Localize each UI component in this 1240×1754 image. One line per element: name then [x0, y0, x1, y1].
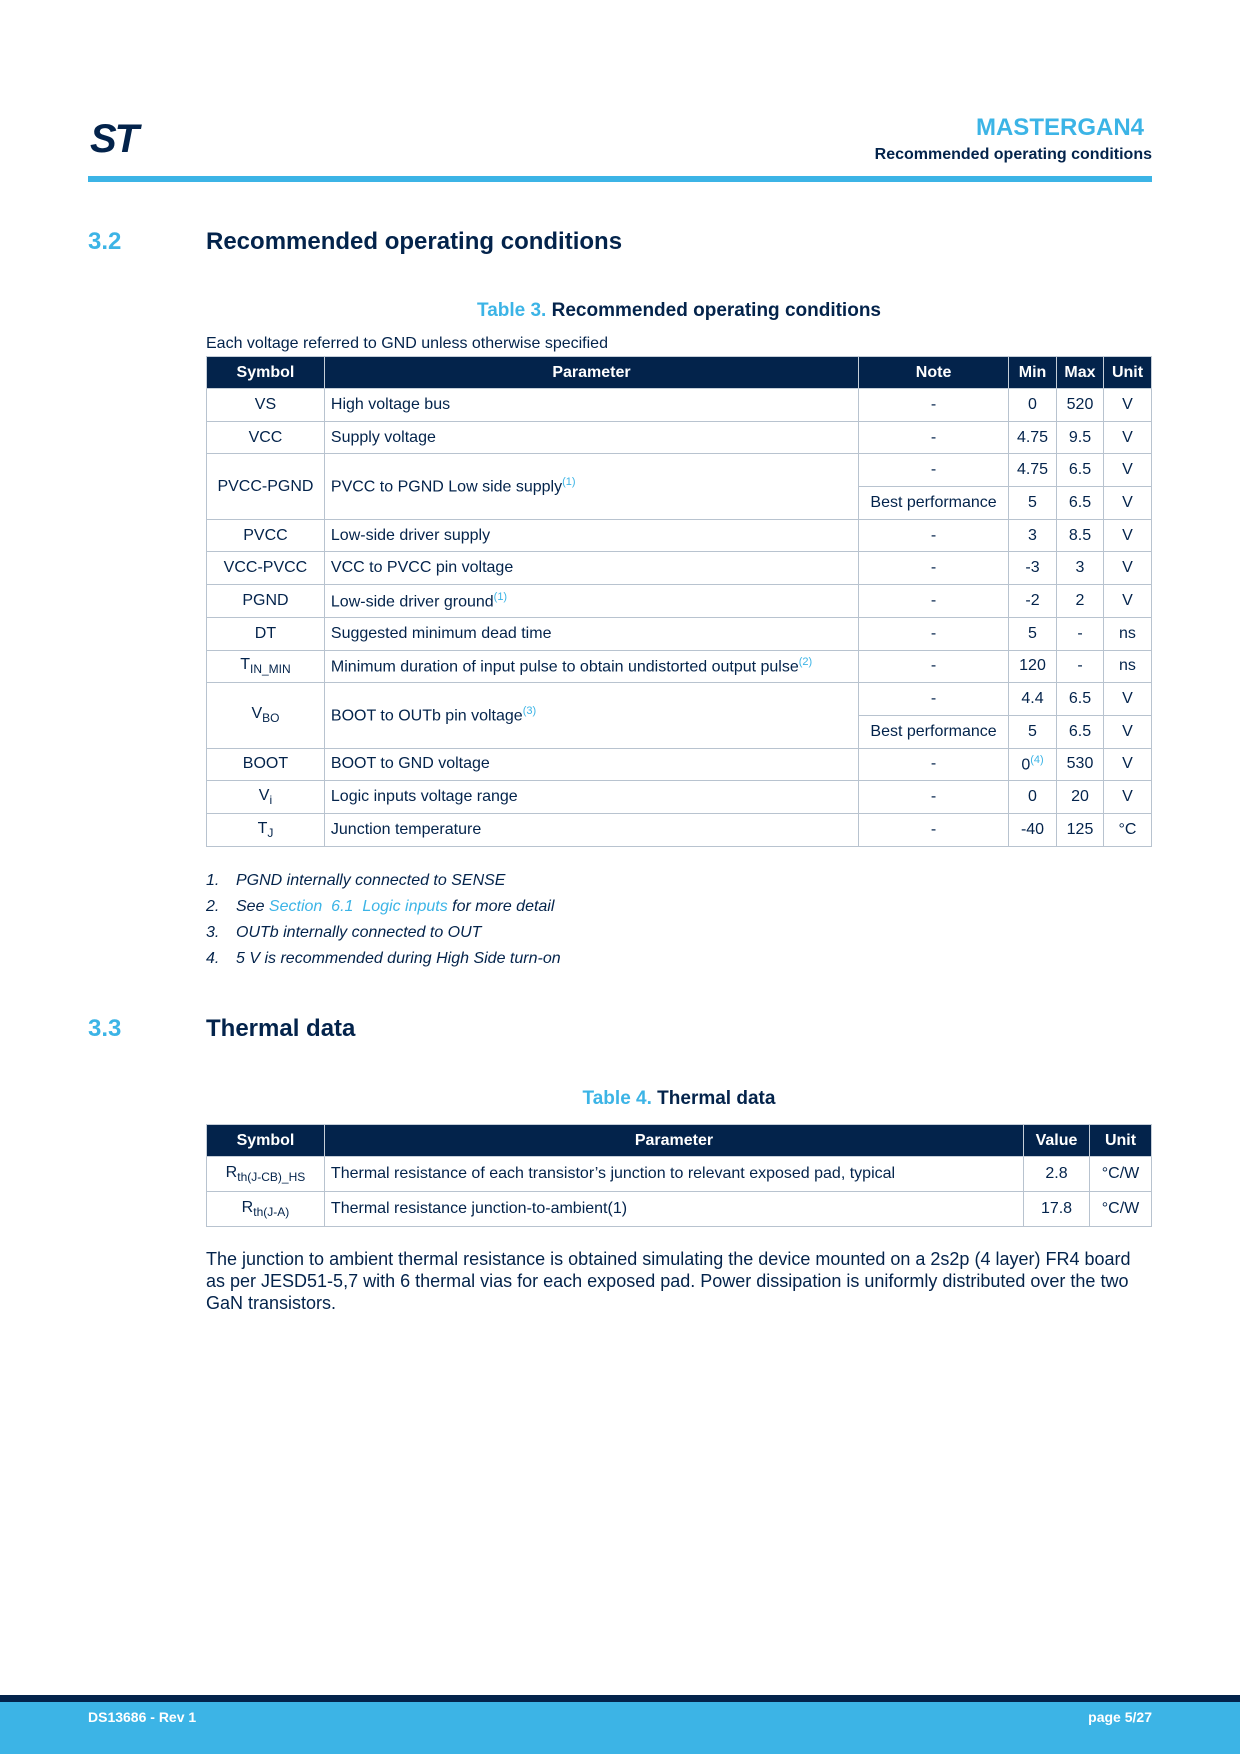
- table-footnotes: [206, 870, 561, 974]
- cell-symbol: VCC-PVCC: [207, 552, 325, 585]
- cell-parameter: Suggested minimum dead time: [324, 617, 858, 650]
- table-caption-label: Table 4.: [582, 1088, 652, 1109]
- cell-max: 9.5: [1057, 421, 1104, 454]
- cell-unit: V: [1103, 748, 1151, 781]
- cell-parameter: Low-side driver supply: [324, 519, 858, 552]
- symbol-main: V: [251, 705, 263, 723]
- footer-doc-id: DS13686 - Rev 1: [88, 1709, 197, 1725]
- table-row: [207, 1157, 1152, 1192]
- table-header-row: [207, 357, 1152, 389]
- cell-note: -: [859, 748, 1009, 781]
- cell-symbol: [207, 781, 325, 814]
- cell-parameter: [324, 650, 858, 683]
- cell-unit: °C: [1103, 813, 1151, 846]
- cell-unit: V: [1103, 454, 1151, 487]
- cell-parameter: Thermal resistance junction-to-ambient(1): [324, 1192, 1023, 1227]
- table-caption: [206, 1088, 1152, 1110]
- footnote: [206, 922, 561, 948]
- cell-min: 4.75: [1009, 421, 1057, 454]
- cell-max: -: [1057, 617, 1104, 650]
- cell-value: 2.8: [1024, 1157, 1090, 1192]
- cell-symbol: PGND: [207, 585, 325, 618]
- symbol-main: R: [241, 1198, 254, 1216]
- table-row: [207, 421, 1152, 454]
- footnote: [206, 896, 561, 922]
- header-section-title: Recommended operating conditions: [874, 146, 1152, 163]
- cell-unit: V: [1103, 487, 1151, 520]
- cell-symbol: BOOT: [207, 748, 325, 781]
- footnote-number: 4.: [206, 950, 220, 967]
- cell-max: 6.5: [1057, 683, 1104, 716]
- section-link[interactable]: Section 6.1 Logic inputs: [268, 898, 448, 915]
- cell-note: -: [859, 683, 1009, 716]
- col-header-note: Note: [859, 357, 1009, 389]
- col-header-symbol: Symbol: [207, 357, 325, 389]
- footnote-number: 2.: [206, 898, 220, 915]
- cell-unit: V: [1103, 421, 1151, 454]
- table-row: [207, 748, 1152, 781]
- cell-unit: °C/W: [1090, 1192, 1152, 1227]
- symbol-subscript: IN_MIN: [250, 662, 291, 677]
- cell-note: -: [859, 552, 1009, 585]
- st-logo-text: ST: [90, 118, 138, 158]
- cell-min: 5: [1009, 617, 1057, 650]
- cell-parameter: Thermal resistance of each transistor’s junction to relevant exposed pad, typical: [324, 1157, 1023, 1192]
- cell-min: -2: [1009, 585, 1057, 618]
- cell-min: [1009, 748, 1057, 781]
- footnote-ref[interactable]: (1): [493, 590, 508, 603]
- cell-parameter: VCC to PVCC pin voltage: [324, 552, 858, 585]
- footnote: [206, 870, 561, 896]
- cell-parameter: Junction temperature: [324, 813, 858, 846]
- symbol-subscript: i: [269, 793, 273, 808]
- footnote-ref[interactable]: (2): [798, 656, 813, 669]
- cell-min: -3: [1009, 552, 1057, 585]
- footnote-ref[interactable]: (3): [522, 705, 537, 718]
- parameter-text: BOOT to OUTb pin voltage: [330, 707, 523, 725]
- min-value: 0: [1021, 756, 1031, 774]
- footnote-text: PGND internally connected to SENSE: [236, 872, 506, 889]
- table-row: [207, 454, 1152, 487]
- table-caption-title: Recommended operating conditions: [551, 300, 881, 321]
- cell-max: 6.5: [1057, 454, 1104, 487]
- header-product-name: MASTERGAN4: [975, 114, 1144, 141]
- footnote-text: 5 V is recommended during High Side turn-on: [236, 950, 561, 967]
- cell-unit: ns: [1103, 617, 1151, 650]
- cell-min: 3: [1009, 519, 1057, 552]
- cell-note: -: [859, 585, 1009, 618]
- cell-symbol: [207, 1157, 325, 1192]
- symbol-main: T: [240, 656, 250, 674]
- table-note: Each voltage referred to GND unless otherwise specified: [206, 335, 608, 352]
- cell-symbol: PVCC: [207, 519, 325, 552]
- col-header-unit: Unit: [1090, 1125, 1152, 1157]
- cell-parameter: [324, 585, 858, 618]
- col-header-parameter: Parameter: [324, 1125, 1023, 1157]
- cell-symbol: VS: [207, 389, 325, 422]
- parameter-text: Minimum duration of input pulse to obtain undistorted output pulse: [330, 658, 799, 676]
- cell-min: 0: [1009, 781, 1057, 814]
- cell-min: 0: [1009, 389, 1057, 422]
- symbol-subscript: th(J-CB)_HS: [237, 1170, 306, 1185]
- cell-max: 520: [1057, 389, 1104, 422]
- footer-divider: [0, 1695, 1240, 1702]
- cell-parameter: High voltage bus: [324, 389, 858, 422]
- cell-note: -: [859, 650, 1009, 683]
- cell-symbol: [207, 1192, 325, 1227]
- cell-symbol: VCC: [207, 421, 325, 454]
- cell-note: -: [859, 519, 1009, 552]
- col-header-value: Value: [1024, 1125, 1090, 1157]
- table-header-row: [207, 1125, 1152, 1157]
- cell-parameter: Supply voltage: [324, 421, 858, 454]
- footnote-number: 1.: [206, 872, 220, 889]
- cell-max: 20: [1057, 781, 1104, 814]
- cell-max: 3: [1057, 552, 1104, 585]
- cell-min: -40: [1009, 813, 1057, 846]
- col-header-unit: Unit: [1103, 357, 1151, 389]
- section-title: Recommended operating conditions: [206, 228, 623, 255]
- table-caption-title: Thermal data: [657, 1088, 776, 1109]
- cell-note: Best performance: [859, 715, 1009, 748]
- col-header-parameter: Parameter: [324, 357, 858, 389]
- cell-note: -: [859, 813, 1009, 846]
- table-row: [207, 552, 1152, 585]
- footer-page-number: page 5/27: [1088, 1709, 1152, 1725]
- cell-note: -: [859, 421, 1009, 454]
- cell-min: 120: [1009, 650, 1057, 683]
- cell-max: -: [1057, 650, 1104, 683]
- cell-unit: V: [1103, 519, 1151, 552]
- section-title: Thermal data: [206, 1015, 356, 1042]
- cell-symbol: [207, 683, 325, 748]
- cell-unit: ns: [1103, 650, 1151, 683]
- cell-symbol: [207, 650, 325, 683]
- symbol-main: T: [257, 819, 268, 837]
- cell-unit: V: [1103, 781, 1151, 814]
- table-row: [207, 650, 1152, 683]
- cell-min: 5: [1009, 487, 1057, 520]
- parameter-text: PVCC to PGND Low side supply: [330, 478, 563, 496]
- symbol-subscript: J: [267, 825, 274, 840]
- table-row: [207, 519, 1152, 552]
- symbol-subscript: BO: [262, 711, 280, 726]
- cell-max: 6.5: [1057, 715, 1104, 748]
- footnote-text-pre: See: [236, 898, 269, 915]
- cell-unit: V: [1103, 683, 1151, 716]
- cell-parameter: BOOT to GND voltage: [324, 748, 858, 781]
- cell-note: -: [859, 617, 1009, 650]
- cell-max: 530: [1057, 748, 1104, 781]
- footnote: [206, 948, 561, 974]
- table-caption: [206, 300, 1152, 322]
- table-row: [207, 781, 1152, 814]
- cell-max: 2: [1057, 585, 1104, 618]
- cell-min: 4.4: [1009, 683, 1057, 716]
- cell-max: 6.5: [1057, 487, 1104, 520]
- cell-min: 4.75: [1009, 454, 1057, 487]
- cell-symbol: [207, 813, 325, 846]
- table-row: [207, 617, 1152, 650]
- footnote-number: 3.: [206, 924, 220, 941]
- cell-unit: V: [1103, 389, 1151, 422]
- cell-value: 17.8: [1024, 1192, 1090, 1227]
- cell-min: 5: [1009, 715, 1057, 748]
- cell-note: Best performance: [859, 487, 1009, 520]
- table-row: [207, 389, 1152, 422]
- section-number: 3.3: [88, 1015, 122, 1042]
- cell-note: -: [859, 389, 1009, 422]
- col-header-symbol: Symbol: [207, 1125, 325, 1157]
- symbol-main: R: [225, 1163, 238, 1181]
- symbol-main: V: [258, 787, 270, 804]
- cell-unit: V: [1103, 715, 1151, 748]
- footnote-ref[interactable]: (4): [1030, 754, 1044, 767]
- cell-parameter: Logic inputs voltage range: [324, 781, 858, 814]
- table-row: [207, 813, 1152, 846]
- table-row: [207, 683, 1152, 716]
- footnote-text: OUTb internally connected to OUT: [236, 924, 482, 941]
- table-caption-label: Table 3.: [477, 300, 547, 321]
- header-divider: [88, 176, 1152, 182]
- cell-unit: °C/W: [1090, 1157, 1152, 1192]
- cell-max: 8.5: [1057, 519, 1104, 552]
- section-number: 3.2: [88, 228, 122, 255]
- cell-parameter: [324, 454, 858, 519]
- recommended-operating-conditions-table: [206, 356, 1152, 847]
- table-row: [207, 1192, 1152, 1227]
- cell-unit: V: [1103, 552, 1151, 585]
- col-header-max: Max: [1057, 357, 1104, 389]
- cell-note: -: [859, 781, 1009, 814]
- cell-note: -: [859, 454, 1009, 487]
- cell-symbol: DT: [207, 617, 325, 650]
- symbol-subscript: th(J-A): [253, 1205, 290, 1220]
- cell-symbol: PVCC-PGND: [207, 454, 325, 519]
- table-row: [207, 585, 1152, 618]
- thermal-data-table: [206, 1124, 1152, 1227]
- thermal-description-paragraph: The junction to ambient thermal resistance is obtained simulating the device mounted on a 2s2p (4 layer) FR4 board as per JESD51-5,7 with 6 thermal vias for each exposed pad. Power dissipation is uniformly distributed over the two GaN transistors.: [206, 1249, 1131, 1313]
- cell-unit: V: [1103, 585, 1151, 618]
- cell-max: 125: [1057, 813, 1104, 846]
- footnote-ref[interactable]: (1): [562, 476, 576, 489]
- st-logo: [88, 118, 158, 158]
- footnote-text-post: for more detail: [447, 898, 555, 915]
- col-header-min: Min: [1009, 357, 1057, 389]
- cell-parameter: [324, 683, 858, 748]
- parameter-text: Low-side driver ground: [330, 593, 494, 611]
